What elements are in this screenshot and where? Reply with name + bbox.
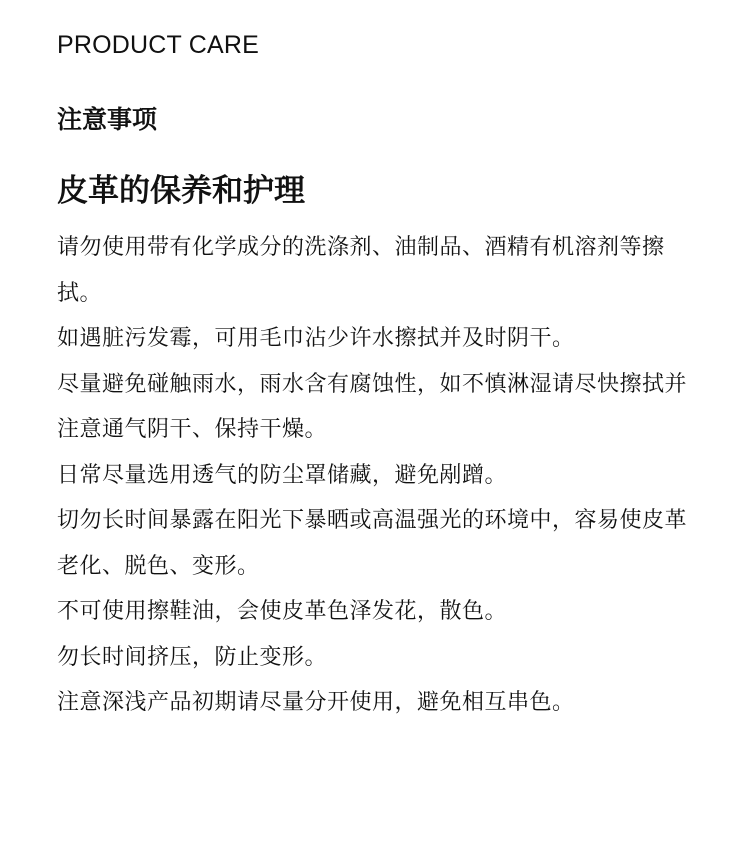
- care-item: 日常尽量选用透气的防尘罩储藏，避免剐蹭。: [57, 461, 508, 487]
- care-item: 尽量避免碰触雨水，雨水含有腐蚀性，如不慎淋湿请尽快擦拭并注意通气阴干、保持干燥。: [57, 370, 688, 441]
- care-item: 不可使用擦鞋油，会使皮革色泽发花，散色。: [57, 598, 508, 623]
- care-instructions-list: [57, 224, 697, 725]
- care-item: 勿长时间挤压，防止变形。: [57, 643, 328, 669]
- care-item: 切勿长时间暴露在阳光下暴晒或高温强光的环境中，容易使皮革老化、脱色、变形。: [57, 507, 688, 578]
- page-title: PRODUCT CARE: [57, 31, 259, 59]
- care-item: 如遇脏污发霉，可用毛巾沾少许水擦拭并及时阴干。: [57, 325, 575, 350]
- notice-heading: 注意事项: [57, 106, 158, 134]
- care-item: 注意深浅产品初期请尽量分开使用，避免相互串色。: [57, 689, 575, 714]
- care-item: 请勿使用带有化学成分的洗涤剂、油制品、酒精有机溶剂等擦拭。: [57, 234, 665, 305]
- section-heading: 皮革的保养和护理: [57, 173, 305, 208]
